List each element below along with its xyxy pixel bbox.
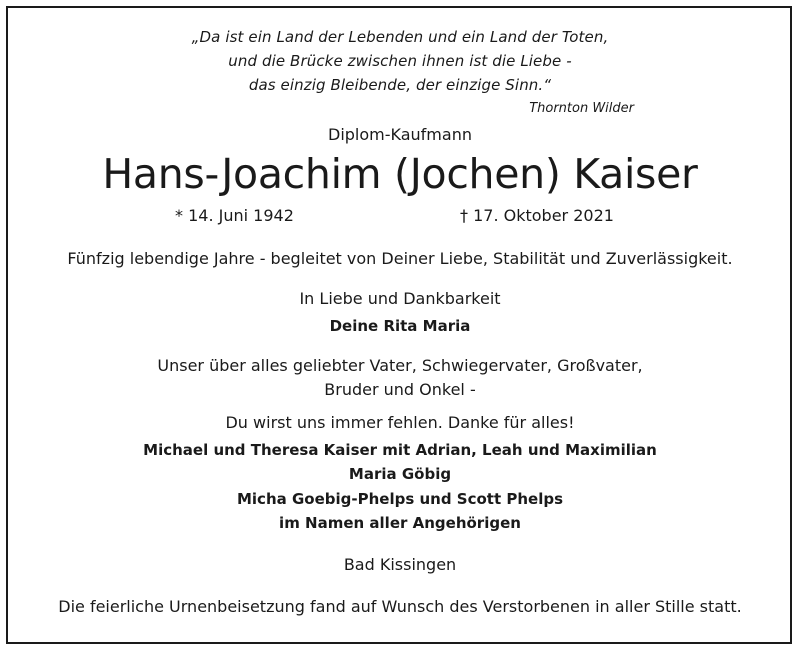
quote-author: Thornton Wilder [529, 101, 634, 116]
birth-date: * 14. Juni 1942 [175, 206, 294, 225]
location: Bad Kissingen [343, 555, 457, 574]
mourner-4: im Namen aller Angehörigen [279, 514, 521, 532]
tribute-text: Fünfzig lebendige Jahre - begleitet von Deiner Liebe, Stabilität und Zuverlässigkeit. [67, 249, 733, 268]
family-line-1: Unser über alles geliebter Vater, Schwiegervater, Großvater, [157, 356, 643, 375]
mourner-3: Micha Goebig-Phelps und Scott Phelps [236, 490, 564, 508]
deceased-name: Hans-Joachim (Jochen) Kaiser [102, 150, 698, 198]
death-date: † 17. Oktober 2021 [460, 206, 614, 225]
academic-title: Diplom-Kaufmann [328, 125, 472, 144]
quote-line-2: und die Brücke zwischen ihnen ist die Liebe - [228, 52, 572, 70]
family-line-2: Bruder und Onkel - [324, 380, 476, 399]
mourner-1: Michael und Theresa Kaiser mit Adrian, Leah und Maximilian [143, 441, 657, 459]
miss-line: Du wirst uns immer fehlen. Danke für alles! [225, 413, 575, 432]
love-line: In Liebe und Dankbarkeit [299, 289, 501, 308]
mourner-2: Maria Göbig [348, 465, 452, 483]
quote-line-3: das einzig Bleibende, der einzige Sinn.“ [248, 76, 552, 94]
spouse-signature: Deine Rita Maria [329, 317, 471, 335]
footer-note: Die feierliche Urnenbeisetzung fand auf Wunsch des Verstorbenen in aller Stille statt. [58, 597, 742, 616]
quote-line-1: „Da ist ein Land der Lebenden und ein Land der Toten, [191, 28, 609, 46]
